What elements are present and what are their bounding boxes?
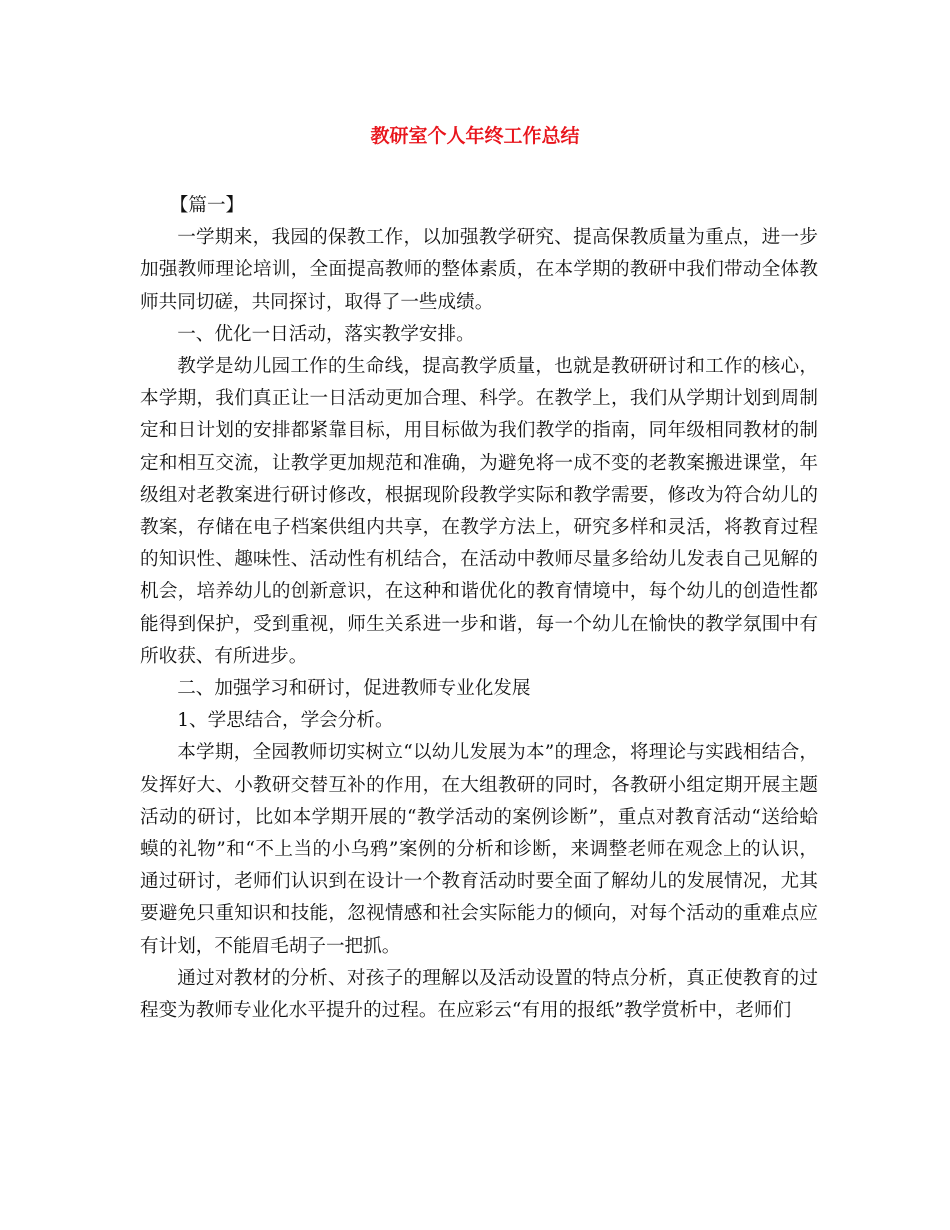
subheading-learn-and-think: 1、学思结合，学会分析。 [177,710,394,732]
paragraph-teaching: 教学是幼儿园工作的生命线，提高教学质量，也就是教研研讨和工作的核心，本学期，我们真正让一日活动更加合理、科学。在教学上，我们从学期计划到周制定和日计划的安排都紧靠目标，用目标做为我们教学的指南，同年级相同教材的制定和相互交流，让教学更加规范和准确，为避免将一成不变的老教案搬进课堂，年级组对老教案进行研讨修改，根据现阶段教学实际和教学需要，修改为符合幼儿的教案，存储在电子档案供组内共享，在教学方法上，研究多样和灵活，将教育过程的知识性、趣味性、活动性有机结合，在活动中教师尽量多给幼儿发表自己见解的机会，培养幼儿的创新意识，在这种和谐优化的教育情境中，每个幼儿的创造性都能得到保护，受到重视，师生关系进一步和谐，每一个幼儿在愉快的教学氛围中有所收获、有所进步。 [140,356,818,667]
heading-optimize-daily-activities: 一、优化一日活动，落实教学安排。 [177,323,475,345]
paragraph-intro: 一学期来，我园的保教工作，以加强教学研究、提高保教质量为重点，进一步加强教师理论培训，全面提高教师的整体素质，在本学期的教研中我们带动全体教师共同切磋，共同探讨，取得了一些成绩。 [140,227,818,313]
heading-strengthen-study: 二、加强学习和研讨，促进教师专业化发展 [177,678,531,700]
paragraph-material-analysis: 通过对教材的分析、对孩子的理解以及活动设置的特点分析，真正使教育的过程变为教师专业化水平提升的过程。在应彩云“有用的报纸”教学赏析中，老师们 [140,967,818,1022]
paragraph-this-semester: 本学期，全园教师切实树立“以幼儿发展为本”的理念，将理论与实践相结合，发挥好大、小教研交替互补的作用，在大组教研的同时，各教研小组定期开展主题活动的研讨，比如本学期开展的“教学活动的案例诊断”，重点对教育活动“送给蛤蟆的礼物”和“不上当的小乌鸦”案例的分析和诊断，来调整老师在观念上的认识，通过研讨，老师们认识到在设计一个教育活动时要全面了解幼儿的发展情况，尤其要避免只重知识和技能，忽视情感和社会实际能力的倾向，对每个活动的重难点应有计划，不能眉毛胡子一把抓。 [140,742,818,957]
section-heading-part-one: 【篇一】 [169,195,245,216]
document-title: 教研室个人年终工作总结 [370,125,580,147]
document-body [140,190,818,1027]
